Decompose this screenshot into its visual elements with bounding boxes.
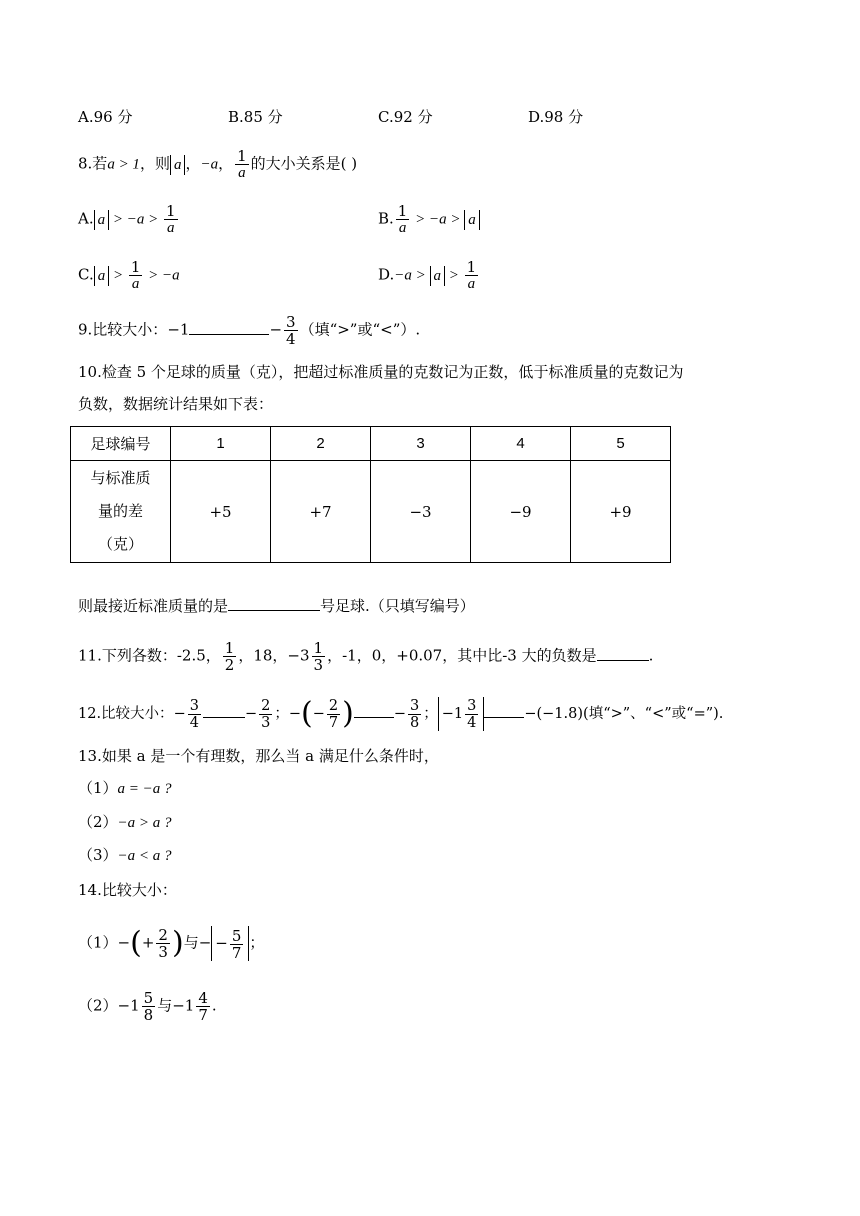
q13-item-2 xyxy=(78,812,172,833)
q12-e-whole: −1 xyxy=(441,706,464,722)
q14-stem: 14.比较大小： xyxy=(78,881,177,899)
q10-table-cell: 2 xyxy=(271,427,371,461)
q12-abs-e xyxy=(438,697,485,731)
q13-item-1 xyxy=(78,778,172,799)
q14-p1-frac-b-den: 7 xyxy=(231,943,242,962)
q12-d-minus: − xyxy=(393,706,406,722)
q8-option-b: B. $\frac{1}{a}$ > −a > a xyxy=(378,203,480,236)
q7-option-a: A.96 分 xyxy=(78,108,133,126)
q14-p1-frac-b-num: 5 xyxy=(231,926,242,945)
q14-p1-frac-b xyxy=(230,928,244,961)
q9-stem xyxy=(78,314,420,347)
q8-frac-den: a xyxy=(238,165,246,181)
q10-table-header-diff xyxy=(71,461,171,563)
q13-item-2-expr: −a > a ? xyxy=(117,815,172,831)
q9-left: −1 xyxy=(167,320,190,339)
q7-option-d: D.98 分 xyxy=(528,108,584,126)
q13-item-3-expr: −a < a ? xyxy=(117,848,172,864)
q14-p1-label: （1） xyxy=(78,933,118,952)
q12-blank-3[interactable] xyxy=(484,703,524,718)
q10-answer-suffix: 号足球.（只填写编号） xyxy=(320,597,475,615)
q11-frac-2-den: 3 xyxy=(313,656,324,674)
q12-c-inner: − xyxy=(312,706,325,722)
q9-minus: − xyxy=(269,320,283,339)
q8-stem: 8.若a > 1，则 a ，−a， $\frac{1}{a}$ 的大小关系是( ) xyxy=(78,147,358,181)
q9-tail: （填“>”或“<”）. xyxy=(299,320,421,339)
q12-frac-c-den: 7 xyxy=(328,714,339,731)
q12-frac-c xyxy=(327,698,340,731)
q8-opt-c-abs: a xyxy=(94,266,110,286)
q8-frac-num: 1 xyxy=(237,147,247,165)
q14-p2-a: −1 xyxy=(117,996,140,1015)
q8-opt-d-frac: $\frac{1}{a}$ xyxy=(466,258,477,292)
q12-frac-b-den: 3 xyxy=(261,714,271,731)
q10-table-cell: 3 xyxy=(371,427,471,461)
q10-line2: 负数，数据统计结果如下表： xyxy=(78,395,274,413)
q14-p1-frac-a-den: 3 xyxy=(158,942,168,961)
q10-table-cell: −9 xyxy=(471,461,571,563)
q8-num: 8.若 xyxy=(78,154,108,173)
q7-option-c: C.92 分 xyxy=(378,108,433,126)
q10-table-cell: 1 xyxy=(171,427,271,461)
q14-p2-frac-b-num: 4 xyxy=(198,989,208,1007)
q13-item-1-label: （1） xyxy=(78,779,118,797)
q10-table-cell: 5 xyxy=(571,427,671,461)
q13-item-1-expr: a = −a ? xyxy=(117,781,172,797)
q14-p1-b-minus: − xyxy=(198,933,212,952)
q12-b-minus: − xyxy=(244,706,258,722)
q14-part-1: （1）−(+ $\frac{2}{3}$ )与− − $\frac{5}{7}$ ； xyxy=(78,925,265,962)
q12-frac-a-den: 4 xyxy=(189,714,199,731)
q12-sep2: ； xyxy=(423,706,438,722)
q12-stem: 12.比较大小：− $\frac{3}{4}$ − $\frac{2}{3}$ ；−(− $\frac{2}{7}$ ) − $\frac{3}{8}$ ； −1 $\frac{3}{4}$ −(−1.8)(填“>”、“<”或“=”). xyxy=(78,696,724,731)
q8-opt-b-frac: $\frac{1}{a}$ xyxy=(397,202,408,236)
q10-table-cell: 4 xyxy=(471,427,571,461)
q11-mid2: ，-1，0，+0.07，其中比-3 大的负数是 xyxy=(327,646,597,665)
q11-frac-1-num: 1 xyxy=(224,639,235,657)
q11-prefix: 11.下列各数：-2.5， xyxy=(78,646,221,665)
q10-table xyxy=(70,426,671,563)
q10-table-cell: −3 xyxy=(371,461,471,563)
q12-blank-1[interactable] xyxy=(203,703,245,718)
q10-table-header-id: 足球编号 xyxy=(71,427,171,461)
q9-answer-blank[interactable] xyxy=(189,320,269,335)
q12-frac-e-num: 3 xyxy=(467,697,477,714)
q8-tail: 的大小关系是( ) xyxy=(250,154,358,173)
q12-frac-e xyxy=(465,698,478,731)
q14-p2-frac-a-den: 8 xyxy=(143,1006,154,1024)
q12-frac-d xyxy=(408,698,421,731)
q10-header-line: （克） xyxy=(97,535,143,553)
q11-tail: . xyxy=(648,646,654,665)
q8-cond: a > 1 xyxy=(107,156,140,173)
q11-stem xyxy=(78,640,653,673)
q8-opt-d-abs: a xyxy=(430,266,446,286)
q9-frac-num: 3 xyxy=(286,313,296,331)
q14-p2-with: 与 xyxy=(157,996,173,1015)
q12-tail: (填“>”、“<”或“=”). xyxy=(583,706,724,722)
q13-item-2-label: （2） xyxy=(78,813,118,831)
q11-mixed-whole: −3 xyxy=(287,646,310,665)
q14-p1-end: ； xyxy=(249,933,265,952)
q12-label: 12.比较大小： xyxy=(78,706,174,722)
q13-stem: 13.如果 a 是一个有理数，那么当 a 满足什么条件时， xyxy=(78,747,439,765)
q8-abs-a: a xyxy=(170,155,186,175)
q14-p1-frac-a-num: 2 xyxy=(158,925,168,944)
q12-frac-b xyxy=(259,698,272,731)
q9-label: 9.比较大小： xyxy=(78,320,168,339)
q12-frac-b-num: 2 xyxy=(261,697,271,714)
q10-answer-prefix: 则最接近标准质量的是 xyxy=(78,597,229,615)
q12-frac-a-num: 3 xyxy=(189,697,199,714)
q8-option-b-label: B. xyxy=(378,209,394,228)
q10-answer-blank[interactable] xyxy=(228,596,320,611)
q8-opt-c-frac: $\frac{1}{a}$ xyxy=(130,258,141,292)
q12-sep1: ； xyxy=(274,706,289,722)
q10-table-row-ids xyxy=(71,427,671,461)
q8-option-c-label: C. xyxy=(78,265,94,284)
q14-p2-frac-a xyxy=(142,990,156,1023)
q10-table-cell: +5 xyxy=(171,461,271,563)
q8-option-a-label: A. xyxy=(78,209,94,228)
q12-blank-2[interactable] xyxy=(354,703,394,718)
q9-frac xyxy=(284,314,298,347)
q10-answer-line xyxy=(78,596,475,616)
q14-part-2 xyxy=(78,990,217,1023)
q12-a-minus: − xyxy=(173,706,186,722)
q10-header-line: 与标准质 xyxy=(90,469,151,487)
q8-opt-a-abs: a xyxy=(94,210,110,230)
q12-f-minus: − xyxy=(524,706,537,722)
q8-opt-b-abs: a xyxy=(464,210,480,230)
q8-option-d: D.−a > a > $\frac{1}{a}$ xyxy=(378,258,477,292)
q12-frac-d-den: 8 xyxy=(409,714,420,731)
q8-frac xyxy=(235,148,249,181)
q12-f-inner: −1.8 xyxy=(542,706,578,722)
q10-line1: 10.检查 5 个足球的质量（克），把超过标准质量的克数记为正数，低于标准质量的克数记为 xyxy=(78,363,684,381)
q8-mid: ，则 xyxy=(139,154,170,173)
q11-answer-blank[interactable] xyxy=(597,646,649,661)
q14-p1-abs-b xyxy=(211,926,249,961)
q11-frac-1 xyxy=(223,640,237,673)
q10-table-row-diffs xyxy=(71,461,671,563)
q8-option-d-label: D. xyxy=(378,265,395,284)
q8-neg-a: −a xyxy=(200,156,219,173)
q14-p1-with: 与 xyxy=(183,933,199,952)
q8-option-c: C. a > $\frac{1}{a}$ > −a xyxy=(78,258,180,292)
q10-header-line: 量的差 xyxy=(97,502,143,520)
q10-table-cell: +9 xyxy=(571,461,671,563)
q9-frac-den: 4 xyxy=(286,330,296,348)
q8-option-a: A. a > −a > $\frac{1}{a}$ xyxy=(78,202,176,236)
q14-p2-frac-a-num: 5 xyxy=(143,989,154,1007)
q14-p1-a-inner: + xyxy=(141,933,155,952)
q11-frac-2 xyxy=(312,640,326,673)
q14-p1-frac-a xyxy=(156,927,170,960)
q8-opt-a-frac: $\frac{1}{a}$ xyxy=(165,202,176,236)
q12-c-outer: − xyxy=(288,706,301,722)
q12-frac-d-num: 3 xyxy=(409,697,420,714)
q11-frac-2-num: 1 xyxy=(313,639,324,657)
q11-mid1: ，18， xyxy=(238,646,288,665)
q11-frac-1-den: 2 xyxy=(224,656,235,674)
q14-p2-frac-b-den: 7 xyxy=(198,1006,208,1024)
q12-frac-a xyxy=(188,698,201,731)
q14-p1-b-inner: − xyxy=(215,934,228,952)
q14-p1-a-outer: − xyxy=(117,933,131,952)
q13-item-3-label: （3） xyxy=(78,846,118,864)
q12-frac-c-num: 2 xyxy=(328,697,339,714)
q14-p2-b: −1 xyxy=(172,996,195,1015)
q13-item-3 xyxy=(78,845,172,866)
q10-table-cell: +7 xyxy=(271,461,371,563)
q7-option-b: B.85 分 xyxy=(228,108,283,126)
q12-frac-e-den: 4 xyxy=(467,714,477,731)
q14-p2-label: （2） xyxy=(78,996,118,1015)
q14-p2-end: . xyxy=(211,996,217,1015)
q14-p2-frac-b xyxy=(196,990,210,1023)
